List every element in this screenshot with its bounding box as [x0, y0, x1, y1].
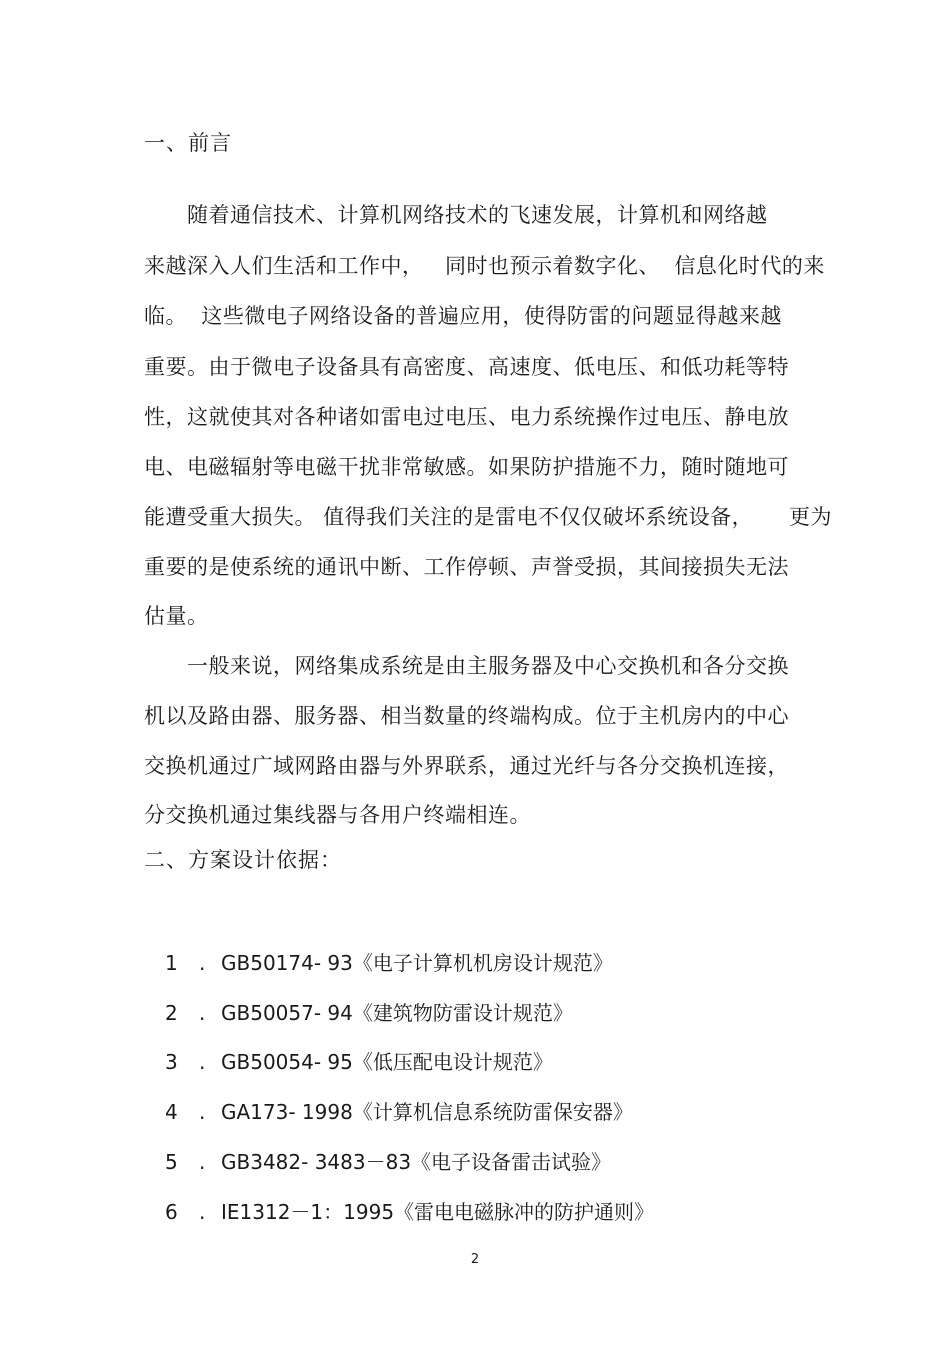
- reference-dot: .: [199, 951, 206, 975]
- paragraph-line: 估量。: [144, 604, 209, 628]
- paragraph-line: 能遭受重大损失。 值得我们关注的是雷电不仅仅破坏系统设备， 更为: [144, 505, 833, 529]
- paragraph-line: 重要。由于微电子设备具有高密度、高速度、低电压、和低功耗等特: [144, 355, 789, 379]
- paragraph-line: 临。 这些微电子网络设备的普遍应用，使得防雷的问题显得越来越: [144, 304, 782, 328]
- reference-text: GB3482- 3483－83《电子设备雷击试验》: [221, 1150, 612, 1174]
- reference-number: 4: [165, 1100, 178, 1124]
- page-number: 2: [470, 1252, 480, 1267]
- section-heading-preface: 一、前言: [144, 131, 232, 155]
- reference-dot: .: [199, 1200, 206, 1224]
- reference-text: GB50057- 94《建筑物防雷设计规范》: [221, 1001, 573, 1025]
- reference-dot: .: [199, 1100, 206, 1124]
- paragraph-line: 重要的是使系统的通讯中断、工作停顿、声誉受损，其间接损失无法: [144, 555, 789, 579]
- reference-text: GB50174- 93《电子计算机机房设计规范》: [221, 951, 613, 975]
- paragraph-line: 交换机通过广域网路由器与外界联系，通过光纤与各分交换机连接，: [144, 754, 789, 778]
- paragraph-line: 随着通信技术、计算机网络技术的飞速发展，计算机和网络越: [187, 203, 768, 227]
- reference-text: GB50054- 95《低压配电设计规范》: [221, 1050, 553, 1074]
- reference-number: 1: [165, 951, 178, 975]
- reference-dot: .: [199, 1001, 206, 1025]
- reference-text: GA173- 1998《计算机信息系统防雷保安器》: [221, 1100, 633, 1124]
- reference-number: 6: [165, 1200, 178, 1224]
- reference-dot: .: [199, 1150, 206, 1174]
- reference-text: IE1312－1：1995《雷电电磁脉冲的防护通则》: [221, 1200, 655, 1224]
- reference-number: 2: [165, 1001, 178, 1025]
- reference-number: 5: [165, 1150, 178, 1174]
- paragraph-line: 来越深入人们生活和工作中， 同时也预示着数字化、 信息化时代的来: [144, 254, 825, 278]
- paragraph-line: 机以及路由器、服务器、相当数量的终端构成。位于主机房内的中心: [144, 704, 789, 728]
- paragraph-line: 分交换机通过集线器与各用户终端相连。: [144, 803, 531, 827]
- section-heading-design-basis: 二、方案设计依据：: [144, 848, 342, 872]
- reference-dot: .: [199, 1050, 206, 1074]
- paragraph-line: 性，这就使其对各种诸如雷电过电压、电力系统操作过电压、静电放: [144, 405, 789, 429]
- paragraph-line: 电、电磁辐射等电磁干扰非常敏感。如果防护措施不力，随时随地可: [144, 455, 789, 479]
- reference-number: 3: [165, 1050, 178, 1074]
- paragraph-line: 一般来说，网络集成系统是由主服务器及中心交换机和各分交换: [187, 654, 789, 678]
